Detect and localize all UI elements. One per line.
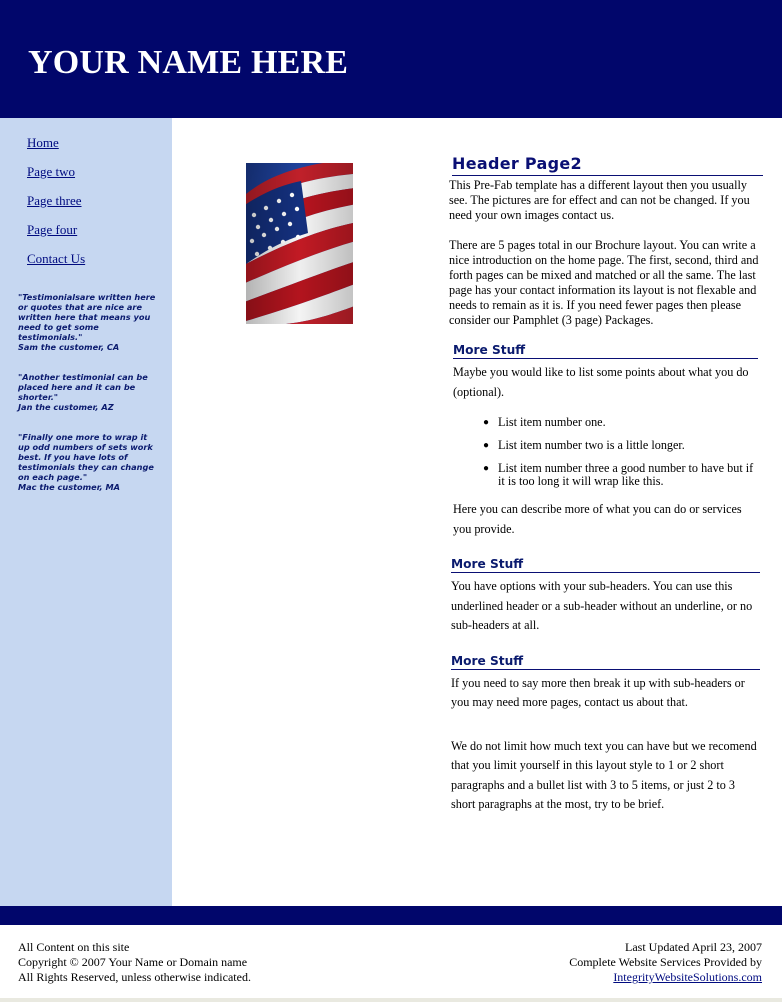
page-title: Header Page2 xyxy=(452,154,763,176)
testimonial-quote: "Finally one more to wrap it up odd numbers of sets work best. If you have lots of testimonials they can change on each page." xyxy=(18,432,154,482)
intro-paragraph: This Pre-Fab template has a different layout then you usually see. The pictures are for effect and can not be changed. If you need your own images contact us. xyxy=(449,178,750,222)
nav-link-home[interactable]: Home xyxy=(27,135,59,150)
section-more-stuff-3 xyxy=(451,653,760,815)
site-header xyxy=(0,0,782,118)
section-header: More Stuff xyxy=(451,653,760,670)
bullet-list xyxy=(483,416,758,488)
nav-link-page-four[interactable]: Page four xyxy=(27,222,78,237)
section-paragraph: Maybe you would like to list some points about what you do (optional). xyxy=(453,365,749,399)
testimonial-author: Sam the customer, CA xyxy=(18,342,120,352)
testimonial-author: Mac the customer, MA xyxy=(18,482,120,492)
testimonials xyxy=(18,292,158,512)
list-item: ● List item number three a good number to have but if it is too long it will wrap like this. xyxy=(483,461,754,488)
footer-line: Copyright © 2007 Your Name or Domain name xyxy=(18,955,248,969)
nav-link-page-three[interactable]: Page three xyxy=(27,193,82,208)
footer-line: All Rights Reserved, unless otherwise indicated. xyxy=(18,970,251,984)
section-paragraph: You have options with your sub-headers. You can use this underlined header or a sub-header without an underline, or no sub-headers at all. xyxy=(451,579,753,632)
bottom-strip xyxy=(0,998,782,1002)
testimonial xyxy=(18,292,158,352)
sidebar-nav xyxy=(27,134,85,279)
footer-line: All Content on this site xyxy=(18,940,130,954)
footer xyxy=(0,925,782,1002)
section-more-stuff-2 xyxy=(451,556,760,636)
testimonial-quote: "Testimonialsare written here or quotes that are nice are written here that means you need to get some testimonials." xyxy=(18,292,156,342)
section-header: More Stuff xyxy=(451,556,760,573)
testimonial-author: Jan the customer, AZ xyxy=(18,402,114,412)
footer-bar xyxy=(0,906,782,925)
section-paragraph: If you need to say more then break it up with sub-headers or you may need more pages, contact us about that. xyxy=(451,675,745,709)
main-content xyxy=(449,154,763,815)
nav-link-page-two[interactable]: Page two xyxy=(27,164,76,179)
sidebar xyxy=(0,118,172,906)
section-paragraph: We do not limit how much text you can have but we recomend that you limit yourself in this layout style to 1 or 2 short paragraphs and a bullet list with 3 to 5 items, or just 2 to 3 short paragraphs at the most, try to be brief. xyxy=(451,738,757,811)
section-paragraph: Here you can describe more of what you can do or services you provide. xyxy=(453,502,742,536)
testimonial xyxy=(18,372,158,412)
section-header: More Stuff xyxy=(453,342,758,359)
testimonial-quote: "Another testimonial can be placed here and it can be shorter." xyxy=(18,372,148,402)
footer-credits xyxy=(569,940,762,985)
section-more-stuff-1 xyxy=(453,342,758,539)
footer-copyright xyxy=(18,940,251,985)
american-flag-image xyxy=(246,163,353,324)
services-credit: Complete Website Services Provided by xyxy=(569,955,762,969)
site-title: YOUR NAME HERE xyxy=(28,44,349,81)
list-item: ● List item number two is a little longer. xyxy=(483,438,685,452)
last-updated: Last Updated April 23, 2007 xyxy=(625,940,762,954)
list-item: ● List item number one. xyxy=(483,415,606,429)
nav-link-contact-us[interactable]: Contact Us xyxy=(27,251,86,266)
testimonial xyxy=(18,432,158,492)
intro-paragraph: There are 5 pages total in our Brochure layout. You can write a nice introduction on the home page. The first, second, third and forth pages can be mixed and matched or all the same. The last page has your contact information its layout is not flexable and needs to remain as it is. If you need fewer pages then please consider our Pamphlet (3 page) Packages. xyxy=(449,238,759,327)
integrity-website-link[interactable]: IntegrityWebsiteSolutions.com xyxy=(613,970,762,984)
